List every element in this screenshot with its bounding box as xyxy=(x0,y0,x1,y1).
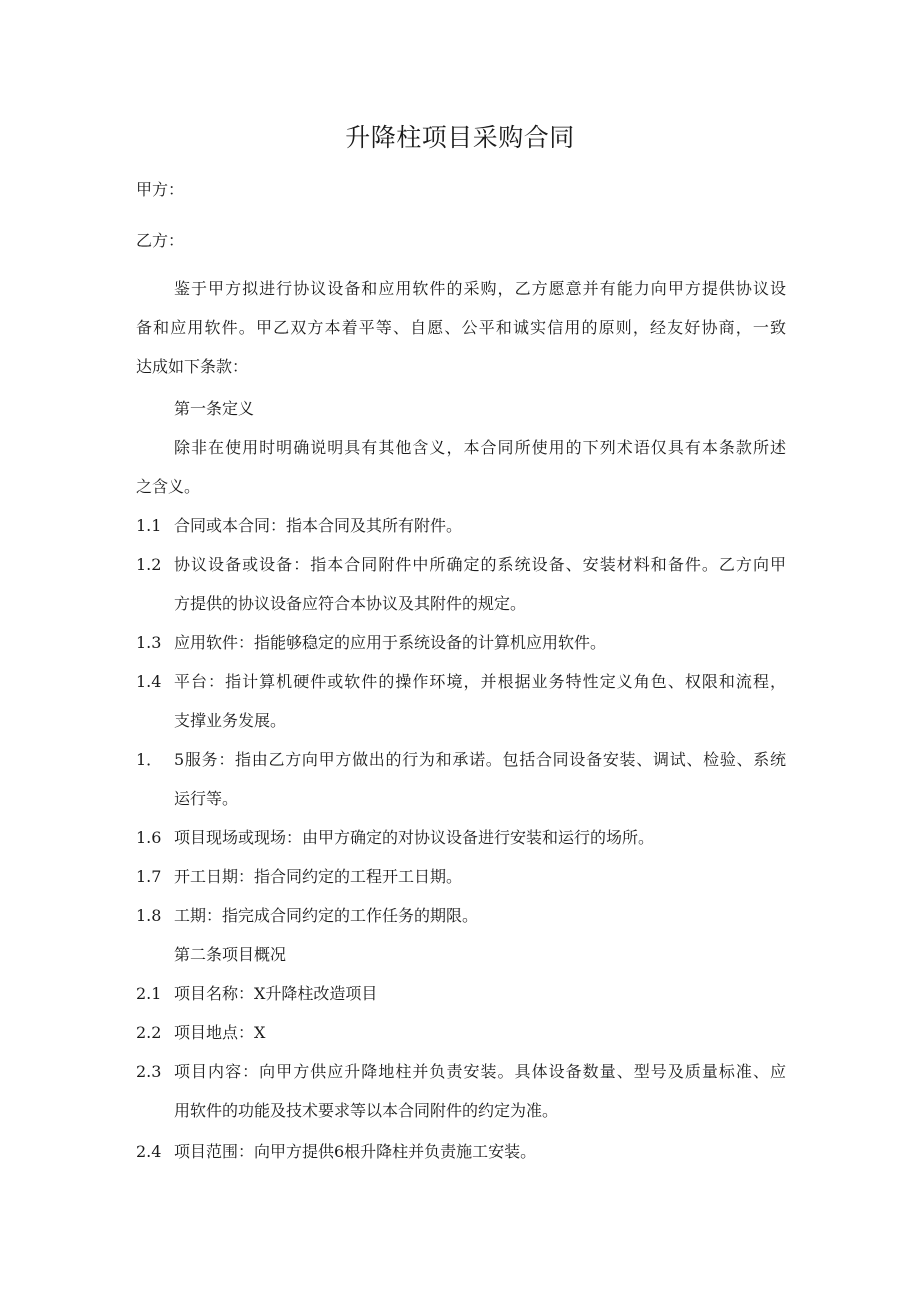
clause-text: 合同或本合同：指本合同及其所有附件。 xyxy=(174,516,463,535)
clause-text: 协议设备或设备：指本合同附件中所确定的系统设备、安装材料和备件。乙方向甲 xyxy=(174,555,786,574)
clause-number: 2.2 xyxy=(136,1023,162,1042)
clause-number: 1.6 xyxy=(136,828,162,847)
preamble-line-2: 备和应用软件。甲乙双方本着平等、自愿、公平和诚实信用的原则，经友好协商，一致 xyxy=(136,318,786,337)
clause-number: 2.3 xyxy=(136,1062,162,1081)
clause-text: 项目现场或现场：由甲方确定的对协议设备进行安装和运行的场所。 xyxy=(174,828,655,847)
clause-text: 项目地点：X xyxy=(174,1023,266,1042)
party-a-label: 甲方： xyxy=(136,180,185,199)
clause-number: 2.1 xyxy=(136,984,162,1003)
clause-text: 项目名称：X升降柱改造项目 xyxy=(174,984,378,1003)
party-b-label: 乙方： xyxy=(136,231,185,250)
clause-text: 平台：指计算机硬件或软件的操作环境，并根据业务特性定义角色、权限和流程， xyxy=(174,672,786,691)
clause-text: 项目范围：向甲方提供6根升降柱并负责施工安装。 xyxy=(174,1142,537,1161)
clause-number: 1.4 xyxy=(136,672,162,691)
article-1-heading: 第一条定义 xyxy=(174,399,255,418)
clause-text: 开工日期：指合同约定的工程开工日期。 xyxy=(174,867,463,886)
clause-text-continued: 支撑业务发展。 xyxy=(174,711,287,730)
clause-text-continued: 用软件的功能及技术要求等以本合同附件的约定为准。 xyxy=(174,1101,559,1120)
clause-text: 应用软件：指能够稳定的应用于系统设备的计算机应用软件。 xyxy=(174,633,607,652)
clause-number: 1.3 xyxy=(136,633,162,652)
article-2-heading: 第二条项目概况 xyxy=(174,945,287,964)
clause-number: 1.7 xyxy=(136,867,162,886)
article-1-intro-line-1: 除非在使用时明确说明具有其他含义，本合同所使用的下列术语仅具有本条款所述 xyxy=(174,438,786,457)
clause-number: 2.4 xyxy=(136,1142,162,1161)
preamble-line-3: 达成如下条款： xyxy=(136,357,249,376)
clause-text: 5服务：指由乙方向甲方做出的行为和承诺。包括合同设备安装、调试、检验、系统 xyxy=(174,750,786,769)
clause-text: 项目内容：向甲方供应升降地柱并负责安装。具体设备数量、型号及质量标准、应 xyxy=(174,1062,786,1081)
preamble-line-1: 鉴于甲方拟进行协议设备和应用软件的采购，乙方愿意并有能力向甲方提供协议设 xyxy=(174,279,786,298)
clause-number: 1.8 xyxy=(136,906,162,925)
clause-number: 1.1 xyxy=(136,516,162,535)
clause-number: 1． xyxy=(136,750,163,769)
clause-number: 1.2 xyxy=(136,555,162,574)
clause-text-continued: 方提供的协议设备应符合本协议及其附件的规定。 xyxy=(174,594,527,613)
clause-text-continued: 运行等。 xyxy=(174,789,239,808)
clause-text: 工期：指完成合同约定的工作任务的期限。 xyxy=(174,906,479,925)
page-title: 升降柱项目采购合同 xyxy=(345,123,575,152)
article-1-intro-line-2: 之含义。 xyxy=(136,477,201,496)
